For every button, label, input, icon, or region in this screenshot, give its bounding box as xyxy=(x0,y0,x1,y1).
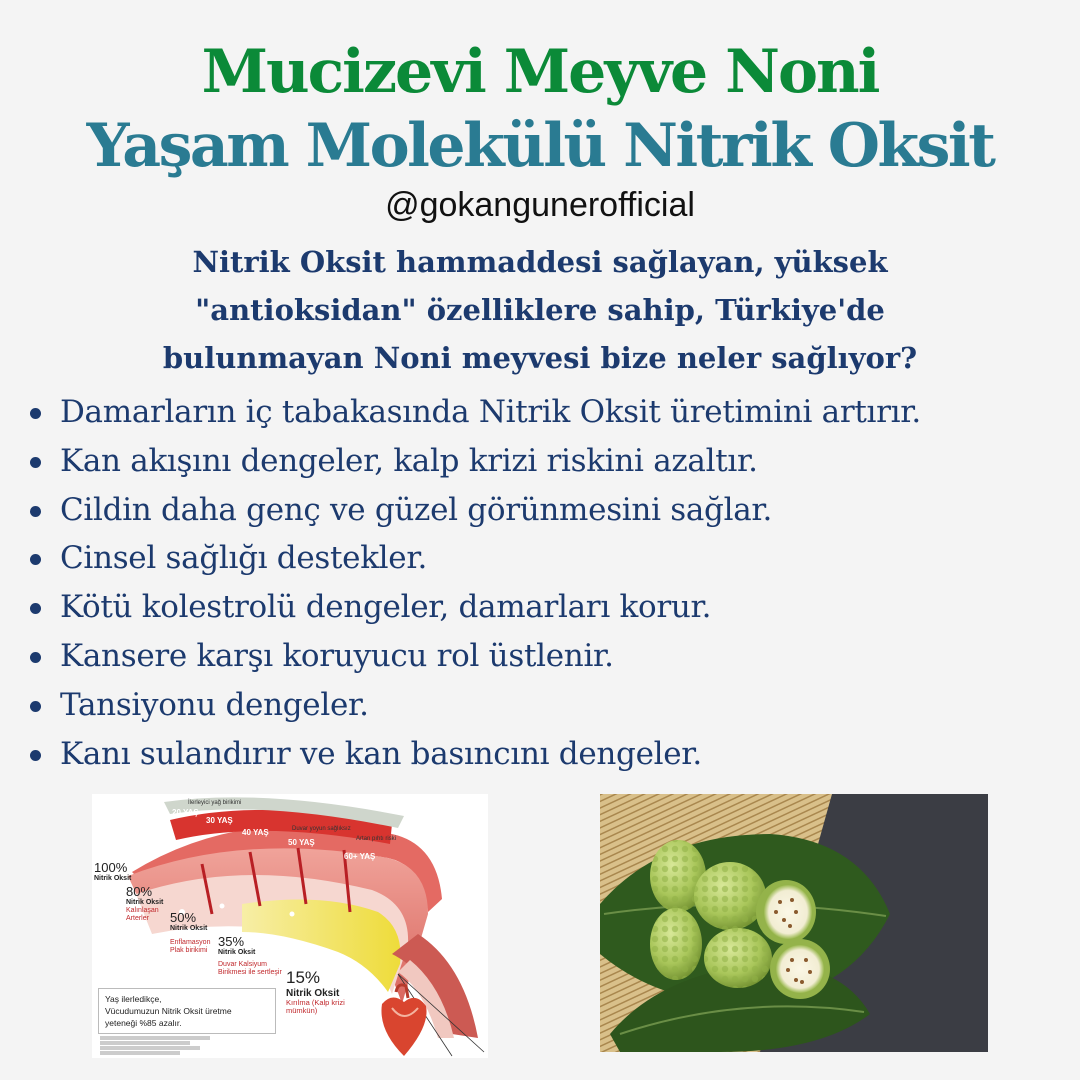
top-label: Duvar yoyun sağlıksız xyxy=(292,826,351,832)
infographic-note: Yaş ilerledikçe, Vücudumuzun Nitrik Oksit üretme yeteneği %85 azalır. xyxy=(98,988,276,1034)
benefit-item xyxy=(28,388,1073,437)
stage-15: 15% Nitrik Oksit Kırılma (Kalp krizi mümkün) xyxy=(286,968,345,1015)
noni-fruit-illustration xyxy=(600,794,988,1052)
subtitle-line: Nitrik Oksit hammaddesi sağlayan, yüksek xyxy=(192,245,888,279)
subtitle-line: "antioksidan" özelliklere sahip, Türkiye'de xyxy=(195,293,885,327)
benefit-item xyxy=(28,730,1073,779)
top-label: İlerleyici yağ birikimi xyxy=(188,800,242,806)
bullet-dot-icon xyxy=(30,701,41,712)
benefit-item xyxy=(28,632,1073,681)
age-label: 60+ YAŞ xyxy=(344,852,376,861)
artery-infographic xyxy=(92,794,488,1058)
stage-50: 50% Nitrik Oksit Enflamasyon Plak birikimi xyxy=(170,910,211,954)
benefit-item xyxy=(28,486,1073,535)
benefit-text: Damarların iç tabakasında Nitrik Oksit üretimini artırır. xyxy=(60,394,921,430)
bullet-dot-icon xyxy=(30,408,41,419)
benefit-text: Kötü kolestrolü dengeler, damarları korur. xyxy=(60,589,712,626)
noni-fruit-photo xyxy=(600,794,988,1052)
age-label: 40 YAŞ xyxy=(242,828,269,837)
bullet-dot-icon xyxy=(30,603,41,614)
benefit-item xyxy=(28,437,1073,486)
benefit-text: Kanı sulandırır ve kan basıncını dengeler. xyxy=(60,735,702,772)
benefit-item xyxy=(28,681,1073,730)
bullet-dot-icon xyxy=(30,506,41,517)
subtitle-line: bulunmayan Noni meyvesi bize neler sağlıyor? xyxy=(162,341,918,375)
bullet-dot-icon xyxy=(30,750,41,761)
stage-80: 80% Nitrik Oksit Kalınlaşan Arterler xyxy=(126,884,164,922)
benefit-text: Kansere karşı koruyucu rol üstlenir. xyxy=(60,637,614,674)
age-label: 20 YAŞ xyxy=(172,808,199,817)
age-label: 30 YAŞ xyxy=(206,816,233,825)
page-title-line1: Mucizevi Meyve Noni xyxy=(201,37,879,107)
age-label: 50 YAŞ xyxy=(288,838,315,847)
benefit-item xyxy=(28,583,1073,632)
benefit-list xyxy=(28,388,1073,778)
social-handle: @gokangunerofficial xyxy=(385,186,695,224)
bullet-dot-icon xyxy=(30,652,41,663)
benefit-text: Cildin daha genç ve güzel görünmesini sağlar. xyxy=(60,491,773,528)
benefit-text: Tansiyonu dengeler. xyxy=(60,686,369,723)
benefit-text: Kan akışını dengeler, kalp krizi riskini azaltır. xyxy=(60,442,758,479)
stage-35: 35% Nitrik Oksit Duvar Kalsiyum Birikmesi ile sertleşir xyxy=(218,934,282,976)
subtitle xyxy=(40,238,1040,382)
stage-100: 100% Nitrik Oksit xyxy=(94,860,132,882)
benefit-text: Cinsel sağlığı destekler. xyxy=(60,540,428,577)
benefit-item xyxy=(28,534,1073,583)
top-label: Artan pıhtı riski xyxy=(356,836,397,842)
bullet-dot-icon xyxy=(30,554,41,565)
source-fine-print xyxy=(100,1036,220,1055)
page-title-line2: Yaşam Molekülü Nitrik Oksit xyxy=(86,111,994,181)
bullet-dot-icon xyxy=(30,457,41,468)
